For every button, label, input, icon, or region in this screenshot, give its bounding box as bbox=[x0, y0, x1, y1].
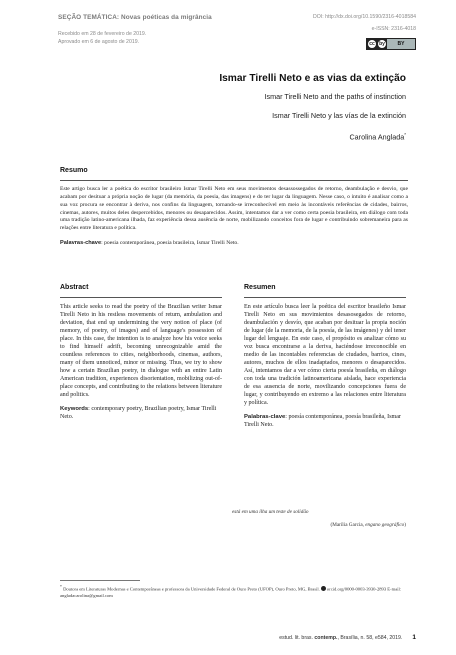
divider bbox=[244, 297, 406, 298]
author-name bbox=[66, 132, 406, 141]
footnote-affiliation: Doutora em Literaturas Modernas e Contemporâneas e professora da Universidade Federal de Ouro Preto (UFOP), Ouro Preto, MG, Brasil. bbox=[61, 586, 321, 592]
resumen-keywords bbox=[244, 413, 406, 429]
email-link[interactable]: E-mail: angladacarolina@gmail.com bbox=[60, 586, 402, 599]
resumen-section bbox=[244, 284, 406, 429]
title-block bbox=[66, 73, 406, 141]
epigraph-close: ) bbox=[404, 522, 406, 528]
footnote-divider bbox=[60, 580, 140, 581]
received-date: Recebido em 28 de fevereiro de 2019. bbox=[58, 31, 147, 37]
epigraph-work: engano geográfico bbox=[365, 522, 405, 528]
author-text: Carolina Anglada bbox=[349, 132, 405, 142]
by-person-icon: by bbox=[379, 41, 385, 47]
section-label: SEÇÃO TEMÁTICA: Novas poéticas da migrância bbox=[58, 14, 212, 21]
abstract-heading: Abstract bbox=[60, 284, 89, 291]
cc-icon: cc bbox=[369, 41, 375, 47]
keywords-text: : contemporary poetry, Brazilian poetry, Ismar Tirelli Neto. bbox=[60, 406, 217, 420]
doi-link[interactable]: DOI: http://dx.doi.org/10.1590/2316-4018584 bbox=[313, 14, 416, 20]
resumo-keywords bbox=[60, 240, 408, 246]
resumo-text: Este artigo busca ler a poética do escritor brasileiro Ismar Tirelli Neto em seus movimentos desassossegados de retorno, deambulação e desvio, que acabam por desituar a própria noção de lugar (da memória, da poesia, das imagens) e do ter lugar da linguagem. Nesse caso, o intuito é analisar como a sua voz procura se encontrar à deriva, nos confins da linguagem, tornando-se irreconhecível em meio às incontáveis referências de cidades, bairros, cinemas, autores, muitos deles desperceb​idos, menores ou desaparecidos. Assim, intentamos dar a ver como certa poesia brasileira, em diálogo com toda uma tradição latino-americana ilhada, faz experiência dessa ausência de norte, mobilizando conceitos fora de lugar e contribuindo sobremaneira para as relações entre literatura e política. bbox=[60, 186, 408, 232]
keywords-label: Keywords bbox=[60, 406, 89, 412]
resumen-text: En este artículo busca leer la poética del escritor brasileño Ismar Tirelli Neto en sus movimientos desasosegados de retorno, deambulación y desvío, que acaban por desituar la propia noción de lugar (de la memoria, de la poesía, de las imágenes) y del tener lugar del lenguaje. En este caso, el propósito es analizar cómo su voz busca encontrarse a la deriva, haciéndose irreconocible en medio de las incontables referencias de ciudades, barrios, cines, autores, muchos de ellos inadaptados, menores o desaparecidos. Así, intentamos dar a ver cómo cierta poesía brasileña, en diálogo con toda una tradición latinoamericana aislada, hace experiencia de esa ausencia de norte, movilizando concepciones fuera de lugar, y contribuyendo en extremo a las relaciones entre literatura y política. bbox=[244, 304, 406, 406]
abstract-keywords bbox=[60, 405, 222, 421]
orcid-icon bbox=[321, 586, 326, 591]
abstract-text: This article seeks to read the poetry of the Brazilian writer Ismar Tirelli Neto in his restless movements of return, ambulation and deviation, that end up undermining the very notion of place (of memory, of poetry, of images) and of language's possession of place. In this case, the intention is to analyze how his voice seeks to find himself adrift, becoming unrecognizable amid the countless references to cities, neighborhoods, cinemas, authors, many of them unnoticed, minor or missing. Thus, we try to show how a certain Brazilian poetry, in dialogue with an entire Latin American tradition, experiences disorientation, mobilizing out-of-place concepts, and contributing to the relations between literature and politics. bbox=[60, 304, 222, 398]
article-title-es: Ismar Tirelli Neto y las vías de la extinción bbox=[272, 111, 406, 120]
article-title-en: Ismar Tirelli Neto and the paths of instinction bbox=[264, 92, 406, 101]
divider bbox=[60, 297, 222, 298]
resumo-heading: Resumo bbox=[60, 167, 88, 174]
license-by-label: BY bbox=[387, 39, 415, 49]
abstract-section bbox=[60, 284, 222, 421]
author-footnote bbox=[60, 584, 410, 600]
page-footer bbox=[279, 634, 416, 641]
article-title: Ismar Tirelli Neto e as vias da extinção bbox=[219, 73, 406, 84]
keywords-text: : poesía contemporánea, poesía brasileña, Ismar Tirelli Neto. bbox=[244, 414, 401, 428]
cc-license-icon[interactable] bbox=[366, 38, 416, 50]
keywords-text: : poesia contemporânea, poesia brasileira, Ismar Tirelli Neto. bbox=[101, 240, 239, 247]
page-number: 1 bbox=[412, 634, 416, 641]
divider bbox=[60, 180, 408, 181]
header-right bbox=[256, 14, 416, 50]
epigraph-author: (Marília Garcia, bbox=[330, 522, 366, 528]
header-left bbox=[58, 14, 278, 46]
epigraph: está em uma ilha um teste de solidão bbox=[232, 509, 309, 515]
journal-citation: , Brasília, n. 58, e584, 2019. bbox=[337, 635, 403, 641]
resumo-section bbox=[60, 167, 408, 246]
journal-name: contemp. bbox=[314, 635, 338, 641]
issn: e-ISSN: 2316-4018 bbox=[371, 26, 416, 32]
epigraph-source bbox=[331, 522, 407, 528]
orcid-link[interactable]: orcid.org/0000-0003-3930-2893 bbox=[326, 586, 387, 592]
approved-date: Aprovado em 6 de agosto de 2019. bbox=[58, 38, 140, 45]
author-footnote-mark[interactable]: * bbox=[404, 132, 406, 137]
keywords-label: Palavras-chave bbox=[60, 240, 102, 247]
journal-prefix: estud. lit. bras. bbox=[279, 635, 315, 641]
resumen-heading: Resumen bbox=[244, 284, 276, 291]
keywords-label: Palabras-clave bbox=[244, 414, 286, 420]
footnote-mark: * bbox=[60, 585, 62, 589]
